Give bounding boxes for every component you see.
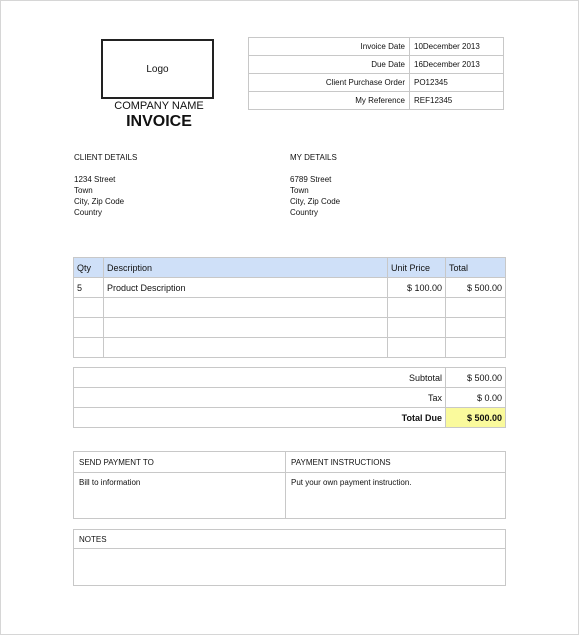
total-due-label: Total Due — [74, 408, 446, 428]
my-city-zip[interactable]: City, Zip Code — [290, 197, 341, 206]
col-qty: Qty — [74, 258, 104, 278]
cell-total[interactable] — [446, 318, 506, 338]
client-city-zip[interactable]: City, Zip Code — [74, 197, 125, 206]
tax-label: Tax — [74, 388, 446, 408]
client-street[interactable]: 1234 Street — [74, 175, 116, 184]
send-payment-body[interactable]: Bill to information — [74, 473, 286, 519]
my-address — [290, 174, 340, 218]
totals-table — [73, 367, 506, 428]
client-country[interactable]: Country — [74, 208, 103, 217]
cell-qty[interactable]: 5 — [74, 278, 104, 298]
total-due-row — [74, 408, 506, 428]
meta-row-reference — [249, 92, 504, 110]
notes-table — [73, 529, 506, 586]
tax-value[interactable]: $ 0.00 — [446, 388, 506, 408]
cell-unit-price[interactable] — [388, 338, 446, 358]
meta-label: My Reference — [249, 92, 410, 110]
cell-total[interactable]: $ 500.00 — [446, 278, 506, 298]
cell-total[interactable] — [446, 338, 506, 358]
meta-label: Due Date — [249, 56, 410, 74]
table-row — [74, 298, 506, 318]
cell-qty[interactable] — [74, 338, 104, 358]
cell-unit-price[interactable] — [388, 298, 446, 318]
cell-qty[interactable] — [74, 298, 104, 318]
send-payment-heading: SEND PAYMENT TO — [74, 452, 286, 473]
cell-description[interactable] — [104, 338, 388, 358]
client-details-heading: CLIENT DETAILS — [74, 153, 138, 162]
meta-value[interactable]: REF12345 — [410, 92, 504, 110]
notes-heading: NOTES — [74, 530, 506, 549]
meta-row-purchase-order — [249, 74, 504, 92]
cell-total[interactable] — [446, 298, 506, 318]
meta-value[interactable]: 16December 2013 — [410, 56, 504, 74]
cell-unit-price[interactable] — [388, 318, 446, 338]
meta-label: Client Purchase Order — [249, 74, 410, 92]
payment-body-row — [74, 473, 506, 519]
my-town[interactable]: Town — [290, 186, 309, 195]
invoice-title: INVOICE — [126, 113, 192, 130]
my-details-heading: MY DETAILS — [290, 153, 337, 162]
cell-description[interactable] — [104, 298, 388, 318]
line-items-table — [73, 257, 506, 358]
col-description: Description — [104, 258, 388, 278]
client-town[interactable]: Town — [74, 186, 93, 195]
tax-row — [74, 388, 506, 408]
meta-row-due-date — [249, 56, 504, 74]
notes-body[interactable] — [74, 549, 506, 586]
total-due-value[interactable]: $ 500.00 — [446, 408, 506, 428]
cell-qty[interactable] — [74, 318, 104, 338]
table-row — [74, 338, 506, 358]
col-unit-price: Unit Price — [388, 258, 446, 278]
payment-header-row — [74, 452, 506, 473]
col-total: Total — [446, 258, 506, 278]
items-header-row — [74, 258, 506, 278]
company-name: COMPANY NAME — [114, 100, 204, 112]
meta-label: Invoice Date — [249, 38, 410, 56]
payment-instructions-body[interactable]: Put your own payment instruction. — [286, 473, 506, 519]
payment-instructions-heading: PAYMENT INSTRUCTIONS — [286, 452, 506, 473]
my-street[interactable]: 6789 Street — [290, 175, 332, 184]
subtotal-value[interactable]: $ 500.00 — [446, 368, 506, 388]
table-row — [74, 278, 506, 298]
cell-unit-price[interactable]: $ 100.00 — [388, 278, 446, 298]
cell-description[interactable] — [104, 318, 388, 338]
my-country[interactable]: Country — [290, 208, 319, 217]
meta-row-invoice-date — [249, 38, 504, 56]
meta-value[interactable]: 10December 2013 — [410, 38, 504, 56]
meta-value[interactable]: PO12345 — [410, 74, 504, 92]
notes-header-row — [74, 530, 506, 549]
subtotal-label: Subtotal — [74, 368, 446, 388]
table-row — [74, 318, 506, 338]
logo-placeholder — [101, 39, 214, 99]
invoice-meta-table — [248, 37, 504, 110]
client-address — [74, 174, 124, 218]
cell-description[interactable]: Product Description — [104, 278, 388, 298]
notes-body-row — [74, 549, 506, 586]
subtotal-row — [74, 368, 506, 388]
logo-label: Logo — [146, 63, 169, 75]
payment-table — [73, 451, 506, 519]
